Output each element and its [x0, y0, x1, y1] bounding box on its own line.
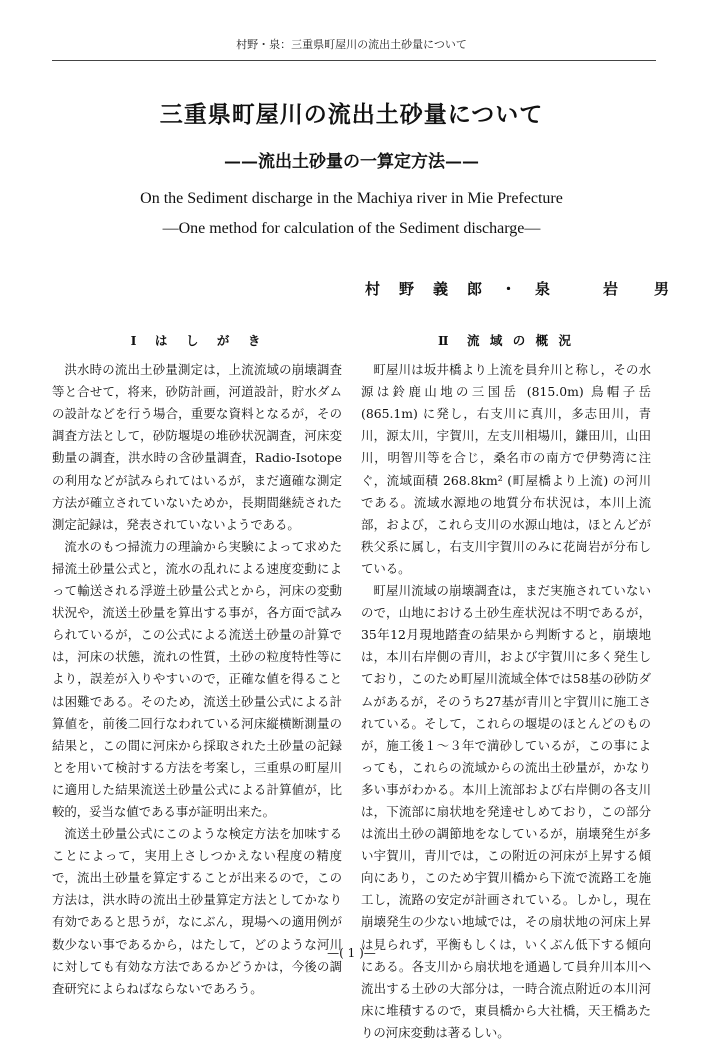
- section-heading-intro: Ⅰ は し が き: [130, 333, 264, 348]
- paragraph: 町屋川流域の崩壊調査は，まだ実施されていないので，山地における土砂生産状況は不明であるが，35年12月現地踏査の結果から判断すると，崩壊地は，本川右岸側の青川，および宇賀川に多く発生しており，このため町屋川流域全体では58基の砂防ダムがあるが，そのうち27基が青川と宇賀川に施工されている。そして，これらの堰堤のほとんどのものが，施工後１～３年で満砂しているが，この事によっても，これらの流域からの流出土砂量が，かなり多い事がわかる。本川上流部および右岸側の各支川は，下流部に扇状地を発達せしめており，この部分は流出土砂の調節地をなしているが，崩壊発生が多い宇賀川，青川では，この附近の河床が上昇する傾向にあり，このため宇賀川橋から下流で流路工を施工し，流路の安定が計画されている。しかし，現在崩壊発生の少ない地域では，その扇状地の河床上昇は見られず，平衡もしくは，いくぶん低下する傾向にある。各支川から扇状地を通過して員弁川本川へ流出する土砂の大部分は，一時合流点附近の本川河床に堆積するので，東員橋から大社橋，天王橋あたりの河床変動は著るしい。: [361, 583, 651, 1040]
- subtitle-english: —One method for calculation of the Sediment discharge—: [162, 220, 541, 237]
- paragraph: 洪水時の流出土砂量測定は，上流流域の崩壊調査等と合せて，将来，砂防計画，河道設計，貯水ダムの設計などを行う場合，重要な資料となるが，その調査方法として，砂防堰堤の堆砂状況調査，河床変動量の調査，洪水時の含砂量調査，Radio-Isotope の利用などが試みられてはいるが，まだ適確な測定方法が確立されていないためか，長期間継続された測定記録は，発表されていないようである。: [52, 362, 342, 532]
- title-english: On the Sediment discharge in the Machiya river in Mie Prefecture: [140, 190, 563, 207]
- subtitle-japanese: ——流出土砂量の一算定方法——: [224, 152, 479, 172]
- paragraph: 流水のもつ掃流力の理論から実験によって求めた掃流土砂量公式と，流水の乱れによる速度変動によって輸送される浮遊土砂量公式とから，河床の変動状況や，流送土砂量を算出する事が，各方面で試みられているが，この公式による流送土砂量の計算では，河床の状態，流れの性質，土砂の粒度特性等により，誤差が入りやすいので，正確な値を得ることは困難である。そのため，流送土砂量公式による計算値を，前後二回行なわれている河床縦横断測量の結果と，この間に河床から採取された土砂量の記録とを用いて検討する方法を考案し，三重県の町屋川に適用した結果流送土砂量公式による計算値が，比較的，妥当な値である事が証明出来た。: [52, 538, 342, 819]
- right-column: [361, 330, 651, 1044]
- running-head: 村野・泉：三重県町屋川の流出土砂量について: [236, 38, 467, 51]
- authors: 村 野 義 郎 ・ 泉 岩 男: [365, 280, 672, 298]
- page-number: —( 1 )—: [327, 946, 376, 960]
- left-column: [52, 330, 342, 1000]
- paragraph: 町屋川は坂井橋より上流を員弁川と称し，その水源は鈴鹿山地の三国岳 (815.0m) 鳥帽子岳 (865.1m) に発し，右支川に真川，多志田川，青川，源太川，宇賀川，左支川相場川，鎌田川，山田川，明智川等を合じ，桑名市の南方で伊勢湾に注ぐ，流域面積 268.8km² (町屋橋より上流) の河川である。流域水源地の地質分布状況は，本川上流部，および，これら支川の水源山地は，ほとんどが秩父系に属し，右支川宇賀川のみに花崗岩が分布している。: [361, 362, 651, 576]
- section-heading-basin: Ⅱ 流 域 の 概 況: [438, 333, 574, 348]
- paragraph: 流送土砂量公式にこのような検定方法を加味することによって，実用上さしつかえない程度の精度で，流出土砂量を算定することが出来るので，この方法は，洪水時の流出土砂量算定方法としてかなり有効であると思うが，なにぶん，現場への適用例が数少ない事であるから，はたして，どのような河川に対しても有効な方法であるかどうかは，今後の調査研究によらねばならないであろう。: [52, 826, 342, 996]
- header-rule: [52, 60, 656, 61]
- title-japanese: 三重県町屋川の流出土砂量について: [159, 101, 544, 128]
